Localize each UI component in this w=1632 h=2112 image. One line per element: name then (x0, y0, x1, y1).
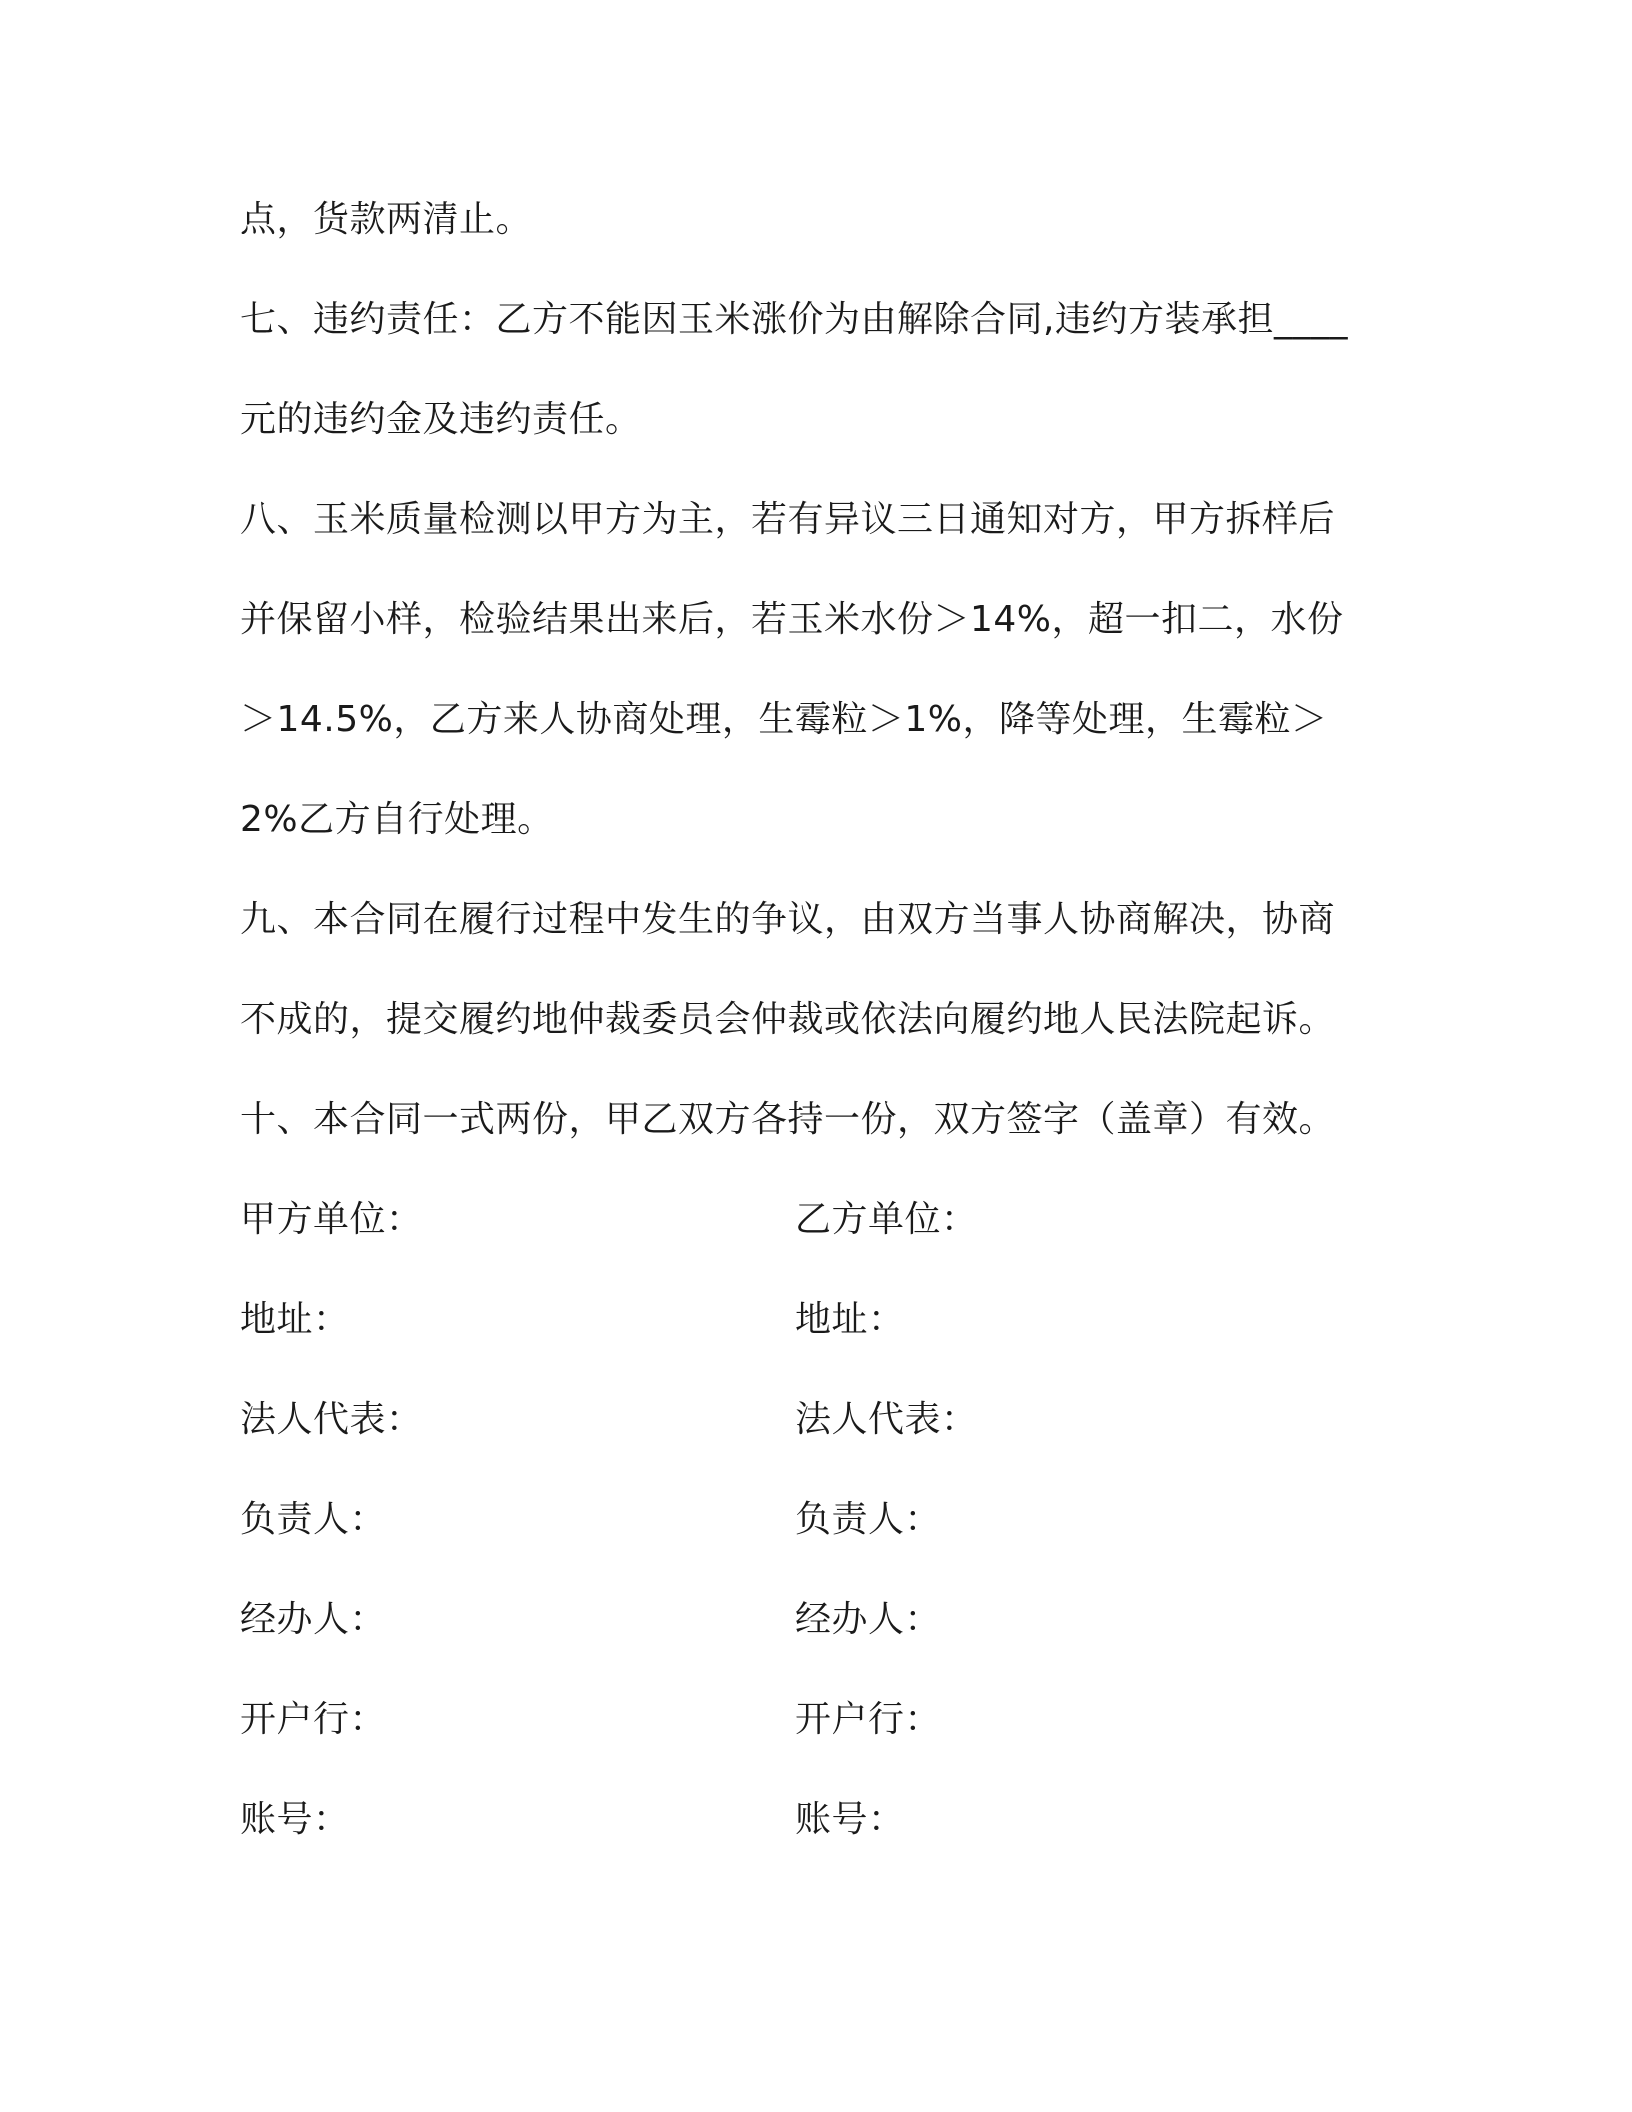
party-b-address-label: 地址： (795, 1299, 905, 1340)
party-a-legal-rep-label: 法人代表： (240, 1399, 423, 1440)
party-b-legal-rep-label: 法人代表： (795, 1399, 978, 1440)
party-a-unit-label: 甲方单位： (240, 1199, 423, 1240)
clause-9-line-1: 九、本合同在履行过程中发生的争议，由双方当事人协商解决，协商 (240, 899, 1336, 940)
party-b-bank-label: 开户行： (795, 1699, 942, 1740)
clause-8-line-4: 2%乙方自行处理。 (240, 799, 554, 840)
party-a-bank-label: 开户行： (240, 1699, 387, 1740)
party-a-address-label: 地址： (240, 1299, 350, 1340)
party-b-person-in-charge-label: 负责人： (795, 1499, 942, 1540)
clause-8-line-1: 八、玉米质量检测以甲方为主，若有异议三日通知对方，甲方拆样后 (240, 499, 1336, 540)
party-b-account-label: 账号： (795, 1799, 905, 1840)
body-line-1: 点，货款两清止。 (240, 199, 533, 240)
clause-8-line-2: 并保留小样，检验结果出来后，若玉米水份＞14%，超一扣二，水份 (240, 599, 1344, 640)
clause-9-line-2: 不成的，提交履约地仲裁委员会仲裁或依法向履约地人民法院起诉。 (240, 999, 1336, 1040)
party-a-account-label: 账号： (240, 1799, 350, 1840)
clause-7-line-1: 七、违约责任：乙方不能因玉米涨价为由解除合同,违约方装承担____ (240, 299, 1348, 340)
clause-8-line-3: ＞14.5%，乙方来人协商处理，生霉粒＞1%，降等处理，生霉粒＞ (240, 699, 1328, 740)
party-b-unit-label: 乙方单位： (795, 1199, 978, 1240)
clause-10-line-1: 十、本合同一式两份，甲乙双方各持一份，双方签字（盖章）有效。 (240, 1099, 1336, 1140)
party-b-handler-label: 经办人： (795, 1599, 942, 1640)
party-a-person-in-charge-label: 负责人： (240, 1499, 387, 1540)
clause-7-line-2: 元的违约金及违约责任。 (240, 399, 642, 440)
party-a-handler-label: 经办人： (240, 1599, 387, 1640)
